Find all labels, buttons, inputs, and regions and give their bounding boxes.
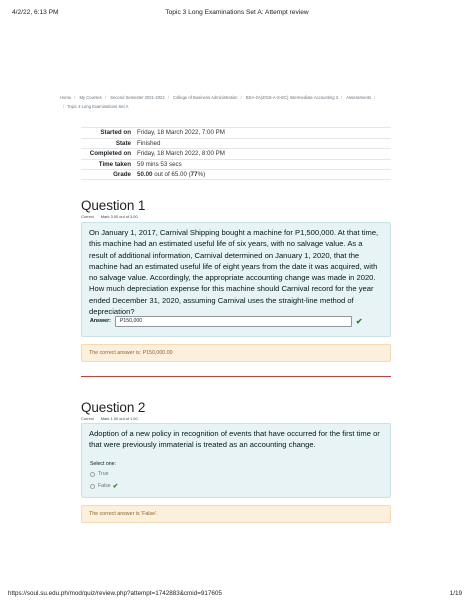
answer-label: Answer: <box>90 318 111 325</box>
option-false[interactable] <box>90 482 118 490</box>
summary-row-started <box>81 127 391 138</box>
breadcrumb: Home / My Courses / Second Semester 2021-2022 / College of Business Administration / BSA-2A(2018-A-S-EC) Intermediate Accounting 3 / Assessments / / Topic 3 Long Examinations Set A <box>60 95 376 109</box>
summary-key: State <box>115 139 131 147</box>
question-2-state: Correct <box>81 416 94 421</box>
question-2-title: Question 2 <box>81 400 146 415</box>
question-2-right-answer: The correct answer is 'False'. <box>89 511 158 517</box>
breadcrumb-college[interactable]: College of Business Administration <box>173 95 238 100</box>
question-2-text: Adoption of a new policy in recognition of events that have occurred for the first time or that were previously immaterial is treated as an accounting change. <box>89 429 380 450</box>
question-1-formulation <box>81 222 391 337</box>
question-1-state: Correct <box>81 214 94 219</box>
attempt-summary-table <box>81 127 391 180</box>
print-page-number: 1/19 <box>449 590 462 597</box>
summary-key: Started on <box>100 129 131 137</box>
summary-row-time <box>81 159 391 170</box>
breadcrumb-semester[interactable]: Second Semester 2021-2022 <box>110 95 165 100</box>
breadcrumb-quiz[interactable]: Topic 3 Long Examinations Set A <box>67 104 129 109</box>
summary-value: Friday, 18 March 2022, 8:00 PM <box>137 150 225 158</box>
summary-row-completed <box>81 148 391 159</box>
breadcrumb-home[interactable]: Home <box>60 95 72 100</box>
question-1-title: Question 1 <box>81 198 146 213</box>
summary-value: 59 mins 53 secs <box>137 160 182 168</box>
breadcrumb-course[interactable]: BSA-2A(2018-A-S-EC) Intermediate Accounting 3 <box>245 95 339 100</box>
question-1-feedback <box>81 344 391 362</box>
question-2-feedback <box>81 505 391 523</box>
breadcrumb-my-courses[interactable]: My Courses <box>79 95 102 100</box>
summary-row-grade <box>81 169 391 180</box>
radio-button[interactable] <box>90 484 95 489</box>
radio-button[interactable] <box>90 472 95 477</box>
question-divider <box>81 376 391 377</box>
print-header <box>12 9 462 21</box>
summary-key: Completed on <box>89 150 131 158</box>
question-2-formulation <box>81 423 391 498</box>
option-true[interactable] <box>90 471 108 477</box>
question-2-mark: Mark 1.00 out of 1.00 <box>100 416 138 421</box>
summary-row-state <box>81 138 391 149</box>
grade-score: 50.00 <box>137 170 153 178</box>
question-2-meta <box>81 416 138 421</box>
select-one-label: Select one: <box>90 461 116 467</box>
check-icon: ✔ <box>112 483 119 490</box>
summary-value: 50.00 out of 65.00 (77%) <box>137 170 206 178</box>
option-label: False <box>98 483 111 489</box>
question-1-mark: Mark 3.00 out of 3.00 <box>100 214 138 219</box>
question-1-meta <box>81 214 138 219</box>
print-title: Topic 3 Long Examinations Set A: Attempt review <box>165 9 309 16</box>
check-icon: ✔ <box>355 316 363 326</box>
print-url: https://soul.su.edu.ph/mod/quiz/review.php?attempt=1742883&cmid=917605 <box>8 590 222 597</box>
option-label: True <box>98 471 109 477</box>
summary-value: Friday, 18 March 2022, 7:00 PM <box>137 129 225 137</box>
question-1-answer-row <box>90 316 363 327</box>
summary-key: Grade <box>113 170 131 178</box>
print-datetime: 4/2/22, 6:13 PM <box>12 9 59 16</box>
summary-key: Time taken <box>98 160 131 168</box>
grade-percent: 77 <box>190 170 198 178</box>
summary-value: Finished <box>137 139 161 147</box>
breadcrumb-assessments[interactable]: Assessments <box>346 95 372 100</box>
answer-input[interactable]: P150,000 <box>115 316 352 327</box>
question-1-text: On January 1, 2017, Carnival Shipping bought a machine for P1,500,000. At that time, this machine had an estimated useful life of six years, with no salvage value. As a result of additional information, Carnival determined on January 1, 2020, that the machine had an estimated useful life of eight years from the date it was acquired, with no salvage value. Accordingly, the appropriate accounting change was made in 2020. How much depreciation expense for this machine should Carnival record for the year ended December 31, 2020, assuming Carnival uses the straight-line method of depreciation? <box>89 228 379 317</box>
question-1-right-answer: The correct answer is: P150,000.00 <box>89 350 173 356</box>
